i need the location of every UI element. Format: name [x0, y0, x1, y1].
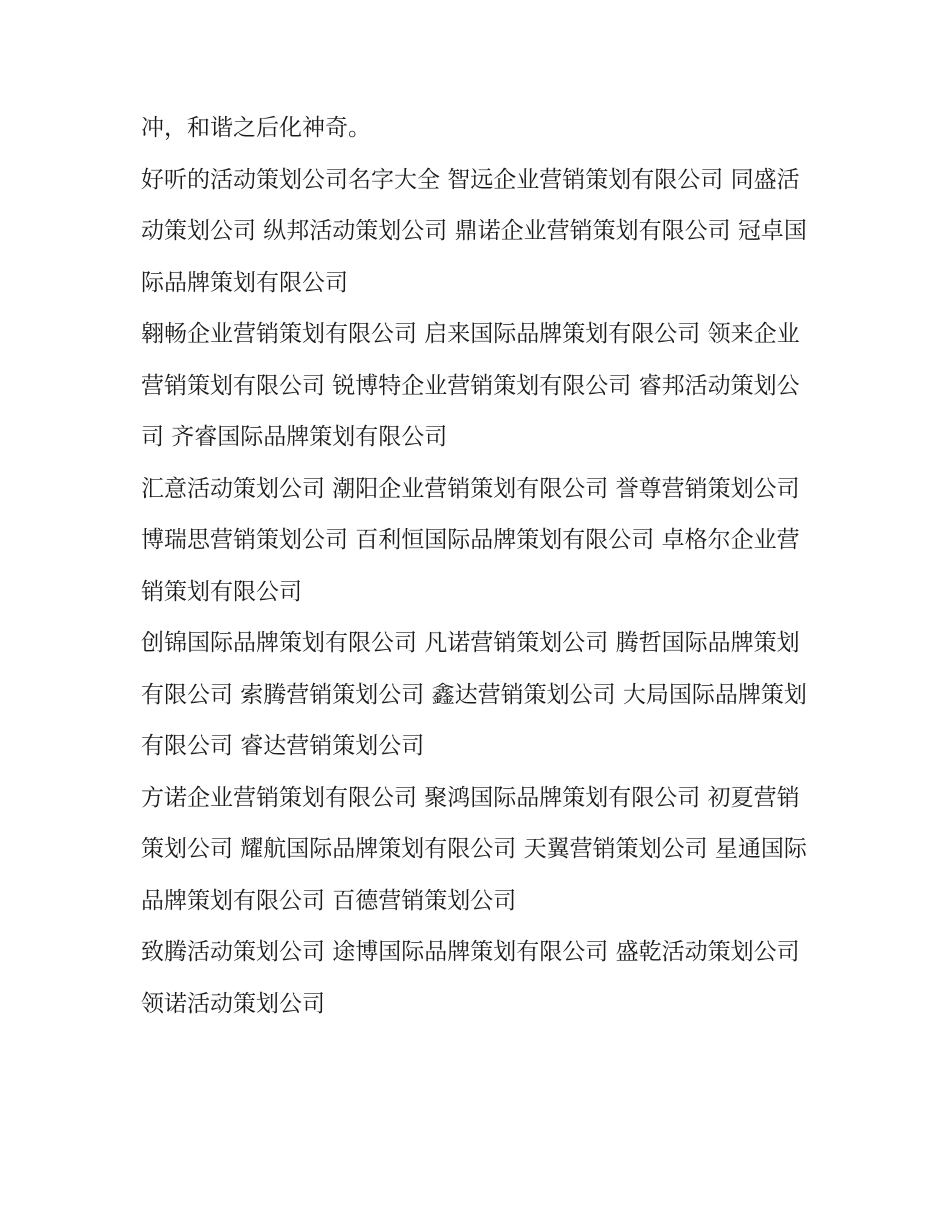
paragraph: 好听的活动策划公司名字大全 智远企业营销策划有限公司 同盛活动策划公司 纵邦活动策划公司 鼎诺企业营销策划有限公司 冠卓国际品牌策划有限公司 — [141, 166, 807, 296]
paragraph: 冲，和谐之后化神奇。 — [141, 115, 371, 141]
paragraph: 创锦国际品牌策划有限公司 凡诺营销策划公司 腾哲国际品牌策划有限公司 索腾营销策划公司 鑫达营销策划公司 大局国际品牌策划有限公司 睿达营销策划公司 — [141, 630, 807, 759]
paragraph: 汇意活动策划公司 潮阳企业营销策划有限公司 誉尊营销策划公司 博瑞思营销策划公司 百利恒国际品牌策划有限公司 卓格尔企业营销策划有限公司 — [141, 475, 800, 605]
document-body — [141, 103, 809, 1030]
paragraph: 翱畅企业营销策划有限公司 启来国际品牌策划有限公司 领来企业营销策划有限公司 锐博特企业营销策划有限公司 睿邦活动策划公司 齐睿国际品牌策划有限公司 — [141, 321, 800, 450]
paragraph: 方诺企业营销策划有限公司 聚鸿国际品牌策划有限公司 初夏营销策划公司 耀航国际品牌策划有限公司 天翼营销策划公司 星通国际品牌策划有限公司 百德营销策划公司 — [141, 784, 807, 914]
paragraph: 致腾活动策划公司 途博国际品牌策划有限公司 盛乾活动策划公司 领诺活动策划公司 — [141, 939, 800, 1017]
